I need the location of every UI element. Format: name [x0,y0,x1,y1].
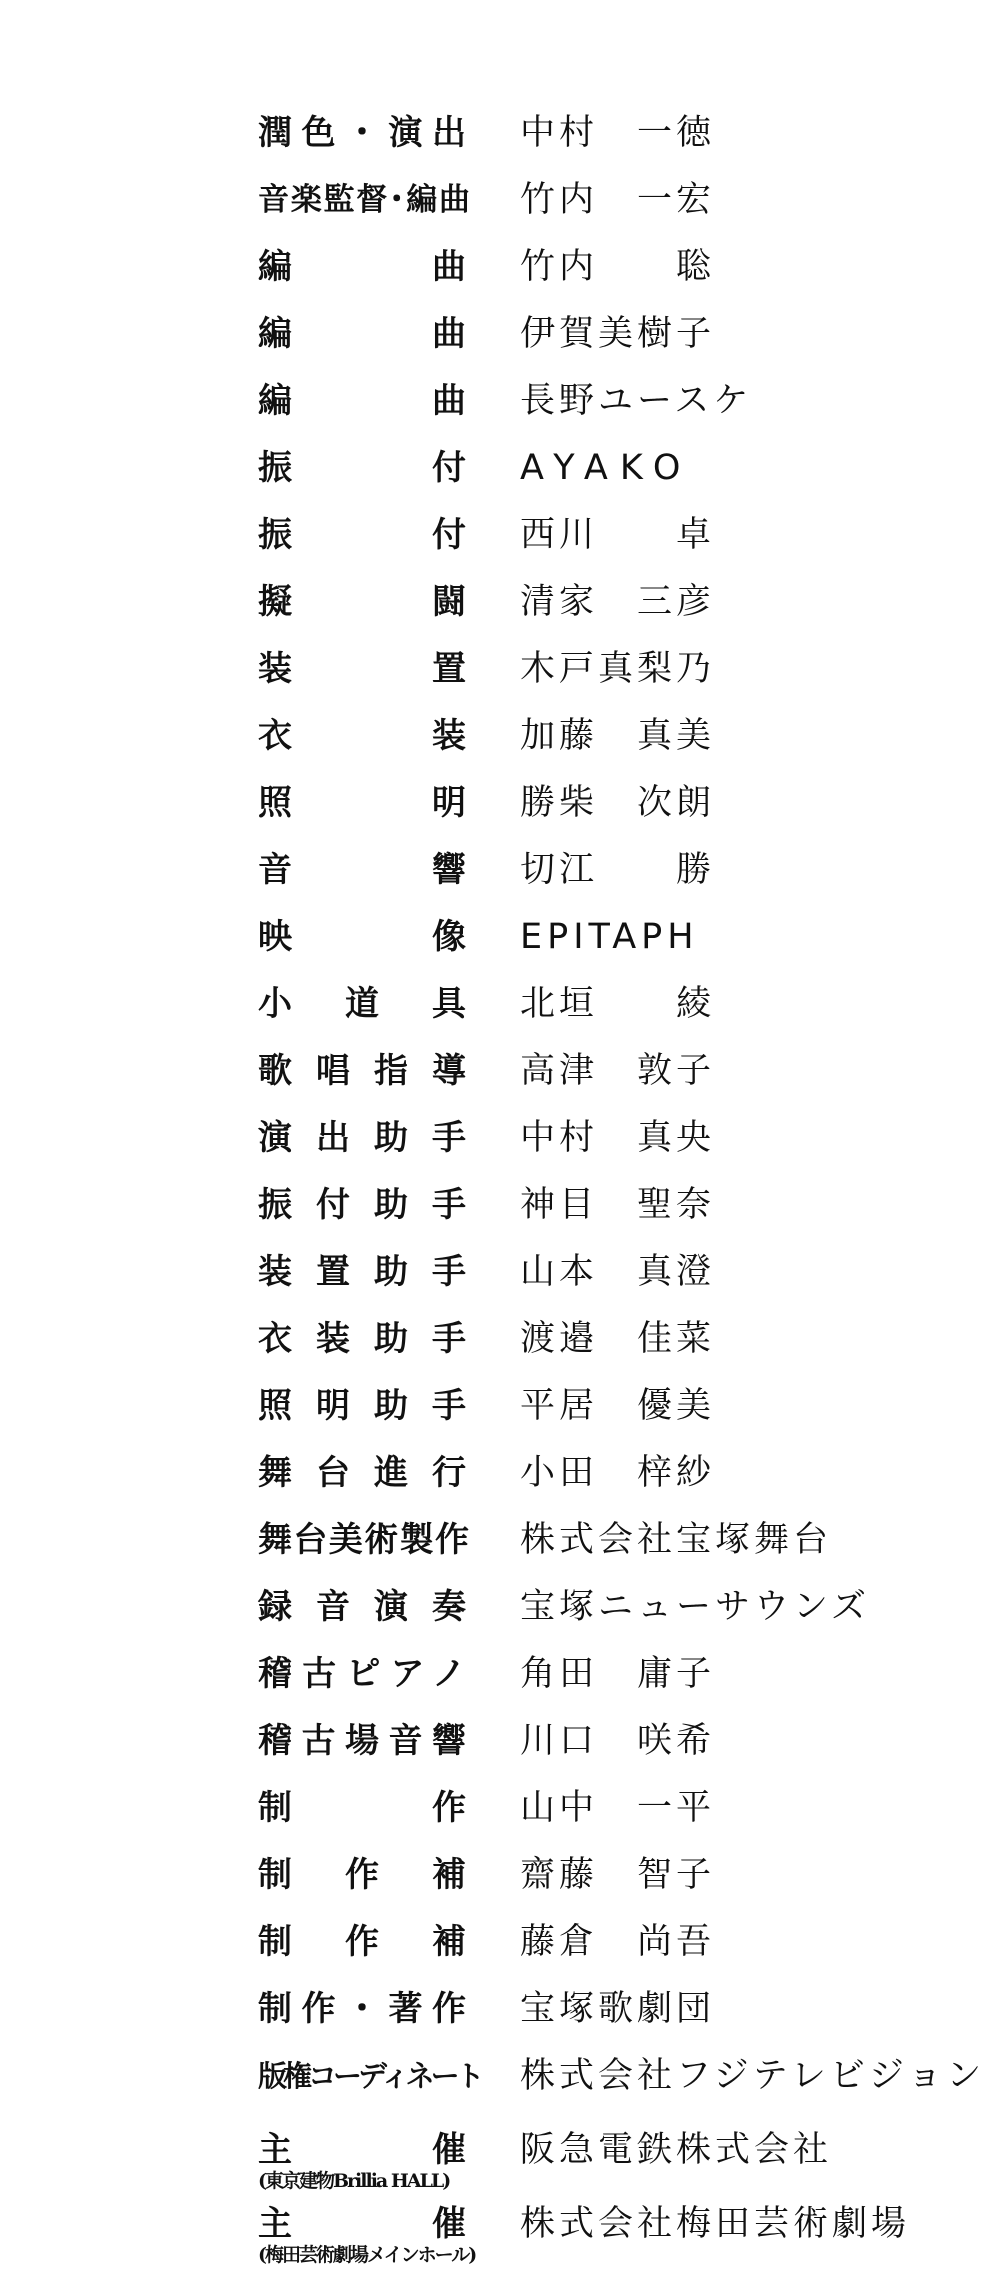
credit-name: 高津 敦子 [520,1051,716,1091]
credit-row-with-venue [0,2126,1000,2196]
credit-name: 長野ユースケ [520,381,753,421]
credit-row [0,1707,1000,1775]
credit-name: 西川 卓 [520,515,716,555]
credit-name: 中村 一徳 [520,113,716,153]
credit-name: 川口 咲希 [520,1721,716,1761]
credit-role: 装置 [258,649,466,689]
credit-row [0,702,1000,770]
credit-role: 潤色・演出 [258,113,466,153]
credit-name: 竹内 聡 [520,247,716,287]
credit-role: 制作補 [258,1922,466,1962]
credit-name: 伊賀美樹子 [520,314,716,354]
credit-name: 加藤 真美 [520,716,716,756]
credit-role: 制作・著作 [258,1989,466,2029]
credit-row [0,166,1000,234]
credit-role: 主催 [258,2204,466,2244]
credit-row [0,233,1000,301]
venue-note: (東京建物Brillia HALL) [258,2170,450,2192]
credit-role: 編曲 [258,314,466,354]
credit-role: 衣装助手 [258,1319,466,1359]
credit-name: EPITAPH [520,917,699,957]
credit-role: 編曲 [258,381,466,421]
credit-role: 照明 [258,783,466,823]
credit-row [0,501,1000,569]
credit-role: 主催 [258,2130,466,2170]
credit-row [0,367,1000,435]
credit-role: 制作補 [258,1855,466,1895]
credit-role: 振付助手 [258,1185,466,1225]
credit-name: 渡邉 佳菜 [520,1319,716,1359]
credit-role: 舞台美術製作 [258,1520,466,1560]
credit-role: 映像 [258,917,466,957]
credit-row [0,836,1000,904]
credit-name: 山本 真澄 [520,1252,716,1292]
credit-role: 振付 [258,515,466,555]
credit-name: 齋藤 智子 [520,1855,716,1895]
credit-row [0,1238,1000,1306]
credit-row [0,99,1000,167]
credit-role: 編曲 [258,247,466,287]
credit-name: 山中 一平 [520,1788,716,1828]
credit-row [0,1305,1000,1373]
credit-row [0,1841,1000,1909]
credit-role: 衣装 [258,716,466,756]
credit-name: 平居 優美 [520,1386,716,1426]
credit-row [0,1104,1000,1172]
credit-name: 阪急電鉄株式会社 [520,2130,833,2170]
credit-row [0,1975,1000,2043]
credit-name: 竹内 一宏 [520,180,716,220]
credit-name: 切江 勝 [520,850,716,890]
credit-name: 藤倉 尚吾 [520,1922,716,1962]
credit-row [0,903,1000,971]
credit-row [0,2042,1000,2110]
credit-row [0,1439,1000,1507]
credit-role: 音楽監督･編曲 [258,182,466,218]
credit-role: 稽古場音響 [258,1721,466,1761]
credit-row [0,434,1000,502]
credit-role: 擬闘 [258,582,466,622]
credit-role: 版権コーディネート [258,2059,481,2093]
credit-row [0,568,1000,636]
credit-role: 歌唱指導 [258,1051,466,1091]
credit-name: 宝塚ニューサウンズ [520,1587,870,1627]
credit-name: 株式会社宝塚舞台 [520,1520,833,1560]
credit-name: 神目 聖奈 [520,1185,716,1225]
credit-row [0,1774,1000,1842]
credit-role: 振付 [258,448,466,488]
credit-role: 録音演奏 [258,1587,466,1627]
credit-name: 株式会社フジテレビジョン [520,2056,986,2096]
credit-role: 舞台進行 [258,1453,466,1493]
credit-row [0,1573,1000,1641]
credit-row [0,1372,1000,1440]
credit-row [0,769,1000,837]
credit-name: 株式会社梅田芸術劇場 [520,2204,911,2244]
credit-name: 角田 庸子 [520,1654,716,1694]
credit-row [0,1037,1000,1105]
credit-name: 小田 梓紗 [520,1453,716,1493]
credit-row [0,1171,1000,1239]
credit-name: 北垣 綾 [520,984,716,1024]
credit-row [0,1908,1000,1976]
credit-name: 清家 三彦 [520,582,716,622]
venue-note: (梅田芸術劇場メインホール) [258,2244,476,2266]
credit-role: 音響 [258,850,466,890]
credit-row [0,300,1000,368]
credit-name: 勝柴 次朗 [520,783,716,823]
credit-name: 宝塚歌劇団 [520,1989,716,2029]
credit-role: 装置助手 [258,1252,466,1292]
credit-role: 稽古ピアノ [258,1654,466,1694]
credit-role: 制作 [258,1788,466,1828]
credit-row-with-venue [0,2200,1000,2276]
credit-row [0,1640,1000,1708]
credit-name: 中村 真央 [520,1118,716,1158]
credit-role: 照明助手 [258,1386,466,1426]
credit-role: 小道具 [258,984,466,1024]
credit-row [0,635,1000,703]
credit-name: AYAKO [520,448,693,488]
credit-row [0,970,1000,1038]
credit-role: 演出助手 [258,1118,466,1158]
credit-name: 木戸真梨乃 [520,649,716,689]
credit-row [0,1506,1000,1574]
